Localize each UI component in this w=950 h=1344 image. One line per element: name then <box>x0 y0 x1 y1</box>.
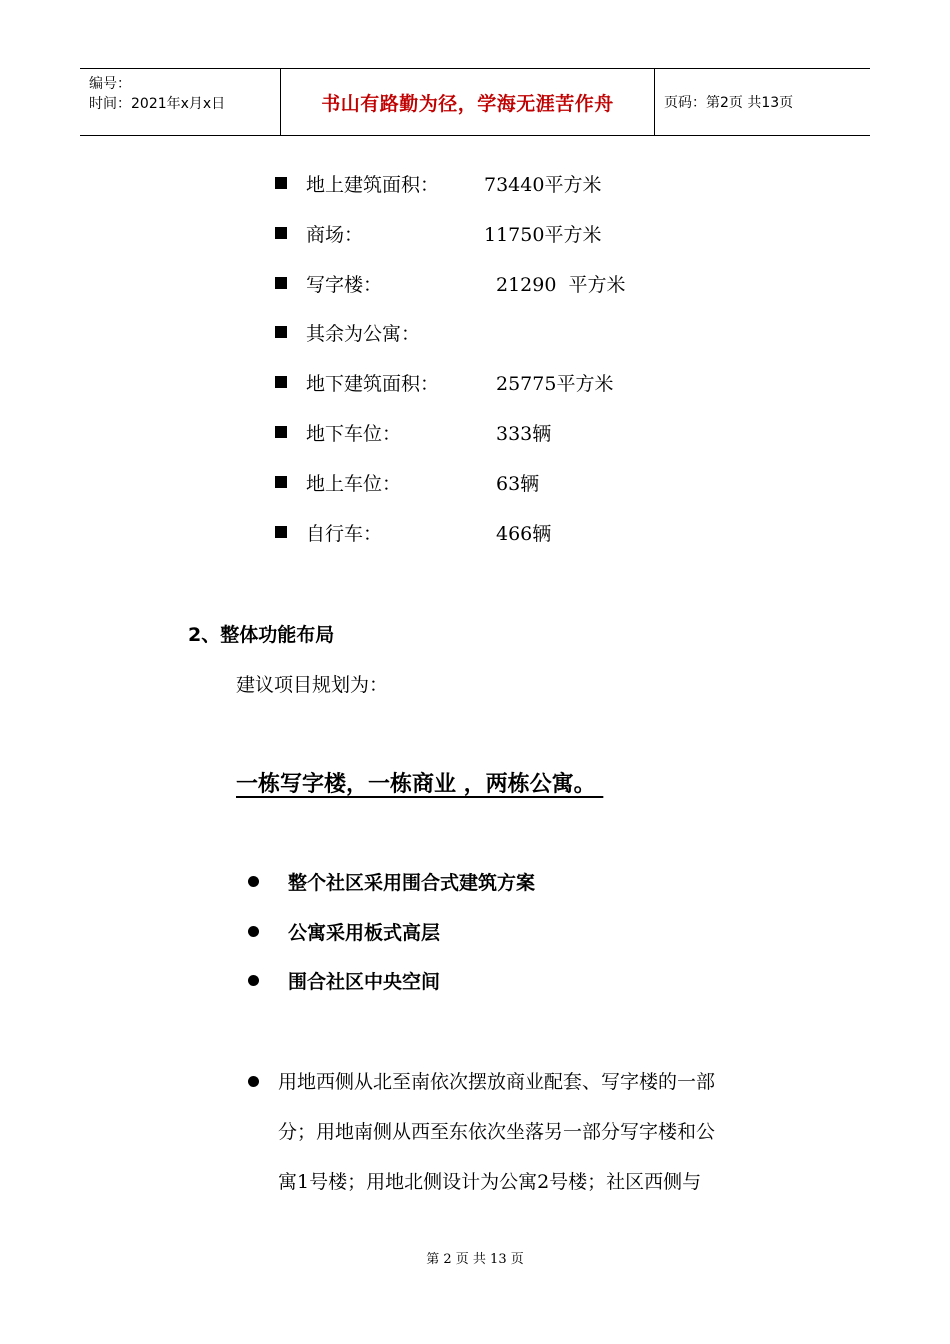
paragraph-line: 分；用地南侧从西至东依次坐落另一部分写字楼和公 <box>278 1121 716 1143</box>
page-footer: 第 2 页 共 13 页 <box>426 1252 524 1267</box>
spec-label: 自行车： <box>306 523 383 545</box>
square-bullet-icon <box>275 376 287 388</box>
square-bullet-icon <box>275 177 287 189</box>
spec-label: 写字楼： <box>306 274 383 296</box>
round-bullet-icon <box>248 975 259 986</box>
paragraph-line: 寓1号楼；用地北侧设计为公寓2号楼；社区西侧与 <box>278 1171 702 1193</box>
spec-value: 25775平方米 <box>496 373 614 395</box>
spec-value: 11750平方米 <box>484 224 602 246</box>
square-bullet-icon <box>275 277 287 289</box>
spec-label: 其余为公寓： <box>306 323 421 345</box>
bold-bullet-item: 围合社区中央空间 <box>288 971 441 993</box>
section-intro: 建议项目规划为： <box>236 674 389 696</box>
spec-label: 地上建筑面积： <box>306 174 440 196</box>
spec-value: 466辆 <box>496 523 552 545</box>
square-bullet-icon <box>275 426 287 438</box>
spec-value: 21290 平方米 <box>496 274 626 296</box>
page-header <box>80 68 870 136</box>
round-bullet-icon <box>248 876 259 887</box>
section-title: 2、整体功能布局 <box>188 624 335 646</box>
number-label: 编号： <box>89 76 131 92</box>
header-motto-cell <box>281 69 655 135</box>
bold-bullet-item: 公寓采用板式高层 <box>288 922 441 944</box>
plan-highlight: 一栋写字楼，一栋商业 ，两栋公寓。 <box>236 772 604 797</box>
spec-value: 73440平方米 <box>484 174 602 196</box>
square-bullet-icon <box>275 476 287 488</box>
time-label: 时间：2021年x月x日 <box>89 96 226 112</box>
spec-value: 63辆 <box>496 473 540 495</box>
spec-label: 商场： <box>306 224 364 246</box>
spec-value: 333辆 <box>496 423 552 445</box>
square-bullet-icon <box>275 526 287 538</box>
round-bullet-icon <box>248 926 259 937</box>
motto: 书山有路勤为径，学海无涯苦作舟 <box>321 92 614 115</box>
spec-label: 地下建筑面积： <box>306 373 440 395</box>
spec-label: 地下车位： <box>306 423 402 445</box>
round-bullet-icon <box>248 1076 259 1087</box>
square-bullet-icon <box>275 326 287 338</box>
spec-label: 地上车位： <box>306 473 402 495</box>
bold-bullet-item: 整个社区采用围合式建筑方案 <box>288 872 536 894</box>
header-page-info: 页码：第2页 共13页 <box>664 95 794 111</box>
paragraph-line: 用地西侧从北至南依次摆放商业配套、写字楼的一部 <box>278 1071 716 1093</box>
header-meta <box>80 69 281 135</box>
square-bullet-icon <box>275 227 287 239</box>
